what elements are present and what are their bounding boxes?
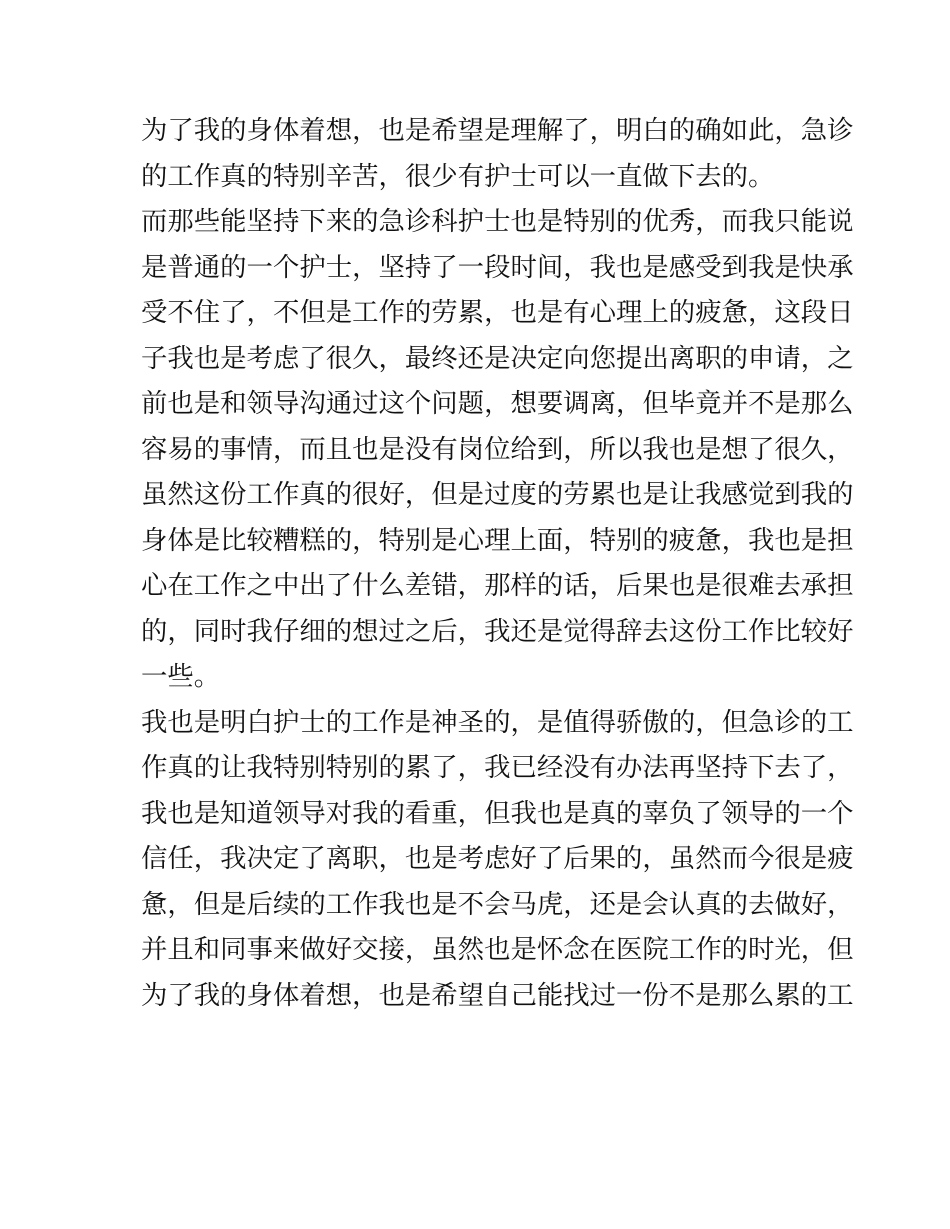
text-line: 我也是明白护士的工作是神圣的，是值得骄傲的，但急诊的工 [141,706,854,738]
text-line: 为了我的身体着想，也是希望是理解了，明白的确如此，急诊 [141,115,854,146]
text-line: 受不住了，不但是工作的劳累，也是有心理上的疲惫，这段日 [141,297,854,328]
text-line: 一些。 [141,661,221,692]
text-line: 而那些能坚持下来的急诊科护士也是特别的优秀，而我只能说 [141,206,854,237]
text-line: 的，同时我仔细的想过之后，我还是觉得辞去这份工作比较好 [141,615,854,647]
text-line: 身体是比较糟糕的，特别是心理上面，特别的疲惫，我也是担 [141,524,854,556]
text-line: 并且和同事来做好交接，虽然也是怀念在医院工作的时光，但 [141,934,854,965]
text-line: 虽然这份工作真的很好，但是过度的劳累也是让我感觉到我的 [141,479,854,510]
text-line: 为了我的身体着想，也是希望自己能找过一份不是那么累的工 [141,979,854,1011]
text-line: 是普通的一个护士，坚持了一段时间，我也是感受到我是快承 [141,251,854,283]
text-line: 心在工作之中出了什么差错，那样的话，后果也是很难去承担 [141,570,854,601]
text-line: 前也是和领导沟通过这个问题，想要调离，但毕竟并不是那么 [141,388,854,419]
text-line: 的工作真的特别辛苦，很少有护士可以一直做下去的。 [141,160,775,192]
text-line: 容易的事情，而且也是没有岗位给到，所以我也是想了很久， [141,433,854,465]
body-text [141,108,854,1018]
text-line: 我也是知道领导对我的看重，但我也是真的辜负了领导的一个 [141,797,854,829]
text-line: 信任，我决定了离职，也是考虑好了后果的，虽然而今很是疲 [141,843,854,874]
text-line: 惫，但是后续的工作我也是不会马虎，还是会认真的去做好， [141,888,854,920]
text-line: 子我也是考虑了很久，最终还是决定向您提出离职的申请，之 [141,342,854,374]
text-line: 作真的让我特别特别的累了，我已经没有办法再坚持下去了， [141,752,854,783]
